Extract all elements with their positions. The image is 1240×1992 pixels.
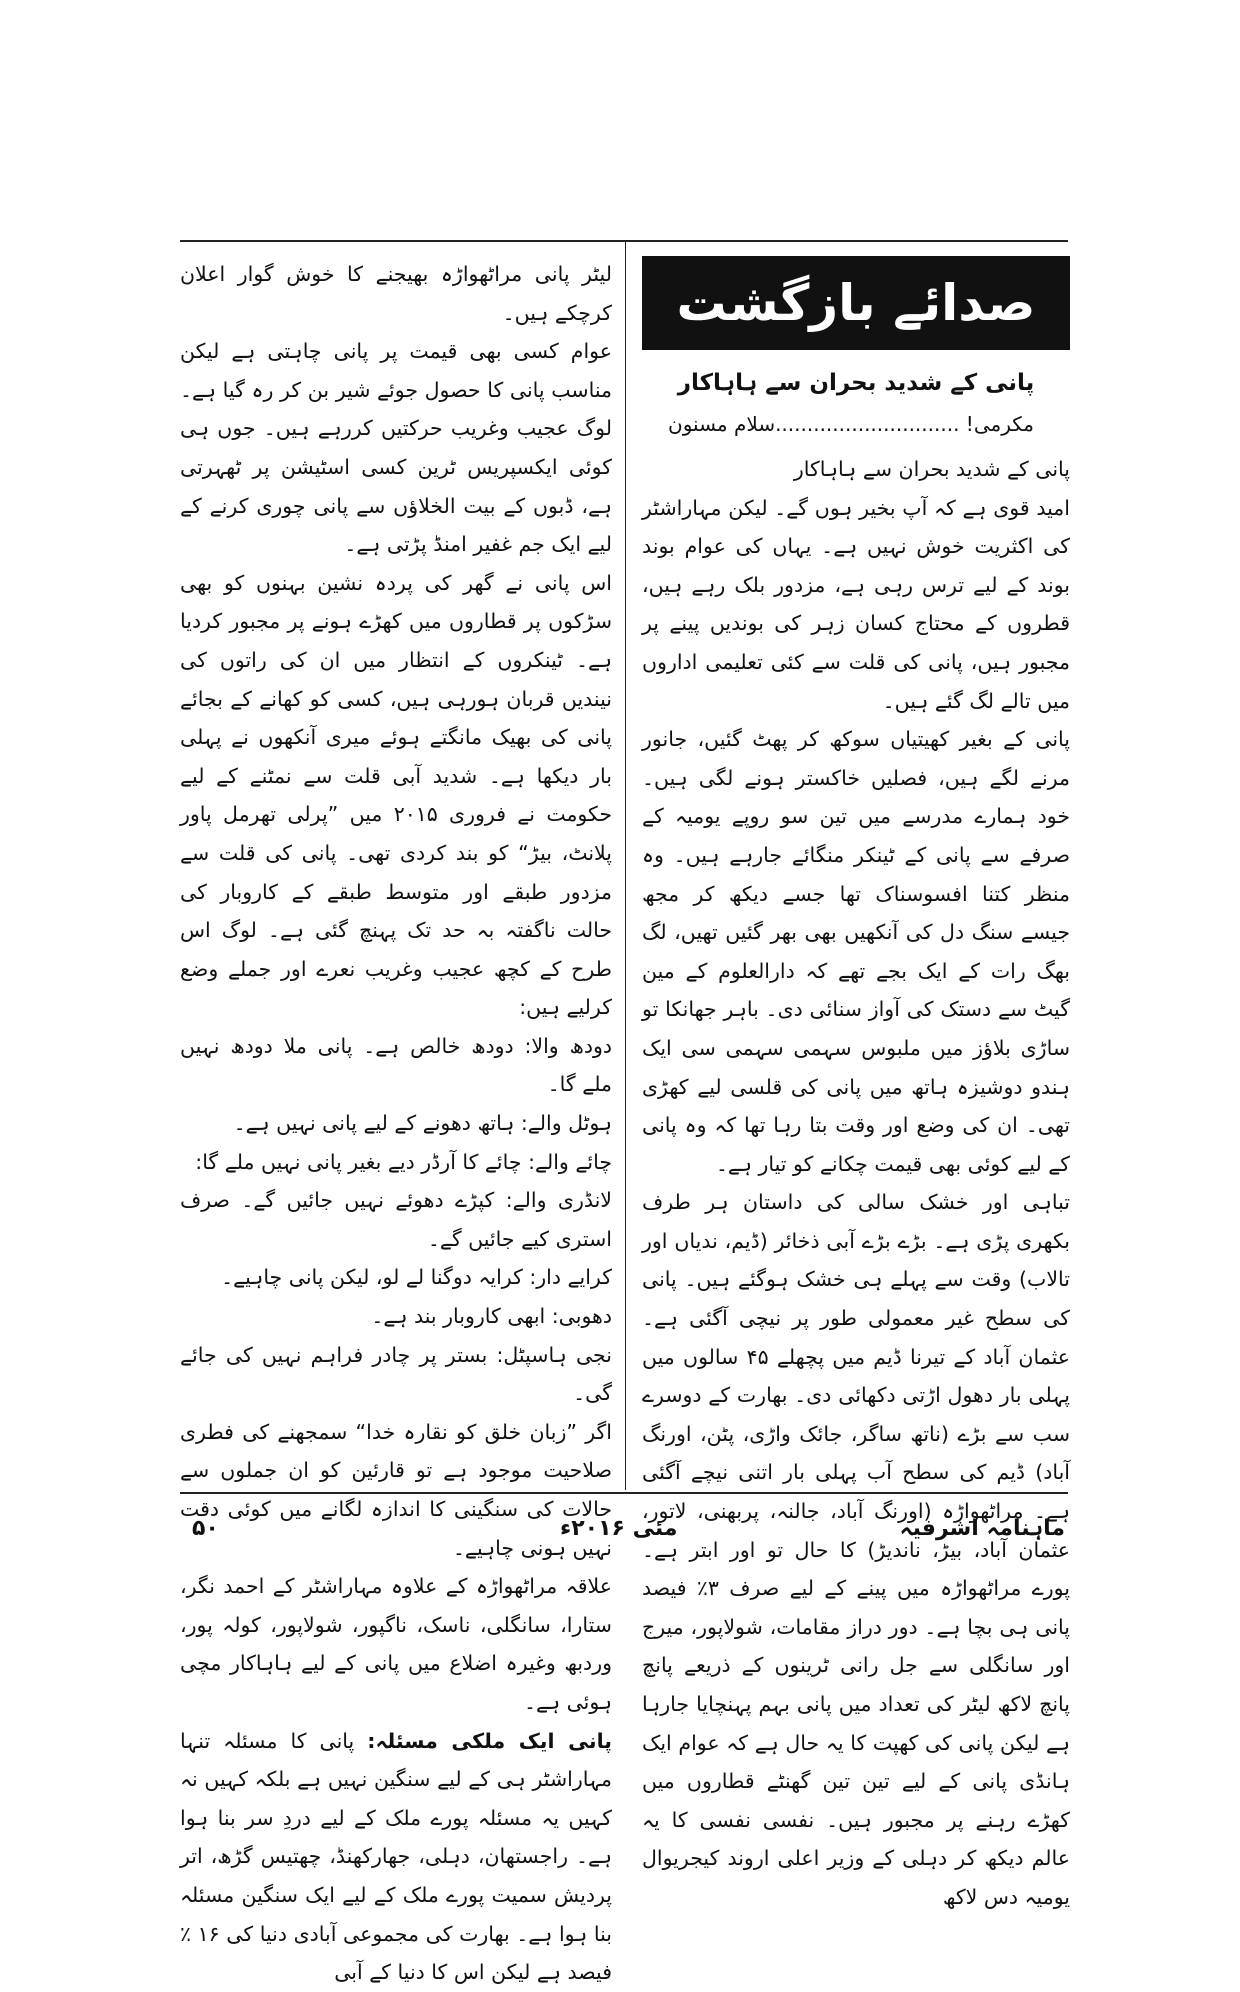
left-paragraph: اگر ”زبان خلق کو نقارہ خدا“ سمجھنے کی فطری صلاحیت موجود ہے تو قارئین کو ان جملوں سے حالات کی سنگینی کا اندازہ لگانے میں کوئی دقت نہیں ہونی چاہیے۔	[180, 1419, 612, 1560]
left-paragraph	[180, 1722, 612, 1992]
slogan-line: کرایے دار: کرایہ دوگنا لے لو، لیکن پانی چاہیے۔	[221, 1265, 612, 1290]
magazine-name: ماہنامہ اشرفیہ	[899, 1516, 1065, 1541]
right-paragraph: امید قوی ہے کہ آپ بخیر ہوں گے۔ لیکن مہاراشٹر کی اکثریت خوش نہیں ہے۔ یہاں کی عوام بوند بوند کے لیے ترس رہی ہے، مزدور بلک رہے ہیں، قطروں کے محتاج کسان زہر کی بوندیں پینے پر مجبور ہیں، پانی کی قلت سے کئی تعلیمی اداروں میں تالے لگ گئے ہیں۔	[642, 495, 1070, 713]
issue-date: مئی ۲۰۱۶ء	[560, 1516, 678, 1541]
column-divider	[625, 242, 626, 1490]
slogan-line: لانڈری والے: کپڑے دھوئے نہیں جائیں گے۔ صرف استری کیے جائیں گے۔	[180, 1188, 612, 1251]
right-paragraph: پانی کے بغیر کھیتیاں سوکھ کر پھٹ گئیں، جانور مرنے لگے ہیں، فصلیں خاکستر ہونے لگی ہیں۔ خود ہمارے مدرسے میں تین سو روپے یومیہ کے صرفے سے پانی کے ٹینکر منگائے جارہے ہیں۔ وہ منظر کتنا افسوسناک تھا جسے دیکھ کر مجھ جیسے سنگ دل کی آنکھیں بھی بھر گئیں تھیں، لگ بھگ رات کے ایک بجے تھے کہ دارالعلوم کے مین گیٹ سے دستک کی آواز سنائی دی۔ باہر جھانکا تو ساڑی بلاؤز میں ملبوس سہمی سہمی سی ایک ہندو دوشیزہ ہاتھ میں پانی کی قلسی لیے کھڑی تھی۔ ان کی وضع اور وقت بتا رہا تھا کہ وہ پانی کے لیے کوئی بھی قیمت چکانے کو تیار ہے۔	[642, 727, 1070, 1176]
left-paragraph: لیٹر پانی مراٹھواڑہ بھیجنے کا خوش گوار اعلان کرچکے ہیں۔	[180, 262, 612, 325]
left-paragraph: اس پانی نے گھر کی پردہ نشین بہنوں کو بھی سڑکوں پر قطاروں میں کھڑے ہونے پر مجبور کردیا ہے۔ ٹینکروں کے انتظار میں ان کی راتوں کی نیندیں قربان ہورہی ہیں، کسی کو کھانے کے بجائے پانی کی بھیک مانگتے ہوئے میری آنکھوں نے پہلی بار دیکھا ہے۔ شدید آبی قلت سے نمٹنے کے لیے حکومت نے فروری ۲۰۱۵ میں ”پرلی تھرمل پاور پلانٹ، بیڑ“ کو بند کردی تھی۔ پانی کی قلت سے مزدور طبقے اور متوسط طبقے کے کاروبار کی حالت ناگفتہ بہ حد تک پہنچ گئی ہے۔ لوگ اس طرح کے کچھ عجیب وغریب نعرے اور جملے وضع کرلیے ہیں:	[180, 570, 613, 1020]
section-banner: صدائے بازگشت	[642, 256, 1070, 350]
greeting-left: مکرمی!	[965, 412, 1034, 436]
subheading: پانی ایک ملکی مسئلہ:	[367, 1728, 612, 1753]
right-paragraph: پانی کے شدید بحران سے ہاہاکار	[793, 457, 1070, 481]
final-paragraph: پانی کا مسئلہ تنہا مہاراشٹر ہی کے لیے سنگین نہیں ہے بلکہ کہیں نہ کہیں یہ مسئلہ پورے ملک کے لیے دردِ سر بنا ہوا ہے۔ راجستھان، دہلی، جھارکھنڈ، چھتیس گڑھ، اتر پردیش سمیت پورے ملک کے لیے ایک سنگین مسئلہ بنا ہوا ہے۔ بھارت کی مجموعی آبادی دنیا کی ۱۶ ٪ فیصد ہے لیکن اس کا دنیا کے آبی	[180, 1728, 612, 1985]
greeting-line	[642, 412, 1034, 436]
slogan-line: ہوٹل والے: ہاتھ دھونے کے لیے پانی نہیں ہے۔	[233, 1111, 612, 1136]
greeting-right: .............................سلام مسنون	[668, 412, 960, 436]
slogan-line: نجی ہاسپٹل: بستر پر چادر فراہم نہیں کی جائے گی۔	[180, 1342, 612, 1406]
left-paragraph: علاقہ مراٹھواڑہ کے علاوہ مہاراشٹر کے احمد نگر، ستارا، سانگلی، ناسک، ناگپور، شولاپور، کولہ پور، وردبھ وغیرہ اضلاع میں پانی کے لیے ہاہاکار مچی ہوئی ہے۔	[180, 1574, 612, 1714]
top-rule	[180, 240, 1068, 242]
slogan-line: دھوبی: ابھی کاروبار بند ہے۔	[371, 1304, 612, 1329]
left-paragraph: عوام کسی بھی قیمت پر پانی چاہتی ہے لیکن مناسب پانی کا حصول جوئے شیر بن کر رہ گیا ہے۔ لوگ عجیب وغریب حرکتیں کررہے ہیں۔ جوں ہی کوئی ایکسپریس ٹرین کسی اسٹیشن پر ٹھہرتی ہے، ڈبوں کے بیت الخلاؤں سے پانی چوری کرنے کے لیے ایک جم غفیر امنڈ پڑتی ہے۔	[180, 339, 612, 557]
slogan-line: چائے والے: چائے کا آرڈر دیے بغیر پانی نہیں ملے گا:	[195, 1149, 612, 1174]
page-number: ۵۰	[192, 1516, 219, 1541]
right-paragraph: تباہی اور خشک سالی کی داستان ہر طرف بکھری پڑی ہے۔ بڑے بڑے آبی ذخائر (ڈیم، ندیاں اور تالاب) وقت سے پہلے ہی خشک ہوگئے ہیں۔ پانی کی سطح غیر معمولی طور پر نیچی آگئی ہے۔ عثمان آباد کے تیرنا ڈیم میں پچھلے ۴۵ سالوں میں پہلی بار دھول اڑتی دکھائی دی۔ بھارت کے دوسرے سب سے بڑے (ناتھ ساگر، جائک واڑی، پٹن، اورنگ آباد) ڈیم کی سطح آب پہلی بار اتنی نیچے آگئی ہے۔ مراٹھواڑہ (اورنگ آباد، جالنہ، پربھنی، لاتور، عثمان آباد، بیڑ، ناندیڑ) کا حال تو اور ابتر ہے۔ پورے مراٹھواڑہ میں پینے کے لیے صرف ۳٪ فیصد پانی ہی بچا ہے۔ دور دراز مقامات، شولاپور، میرج اور سانگلی سے جل رانی ٹرینوں کے ذریعے پانچ پانچ لاکھ لیٹر کی تعداد میں پانی بہم پہنچایا جارہا ہے لیکن پانی کی کھپت کا یہ حال ہے کہ عوام ایک ہانڈی پانی کے لیے تین تین گھنٹے قطاروں میں کھڑے رہنے پر مجبور ہیں۔ نفسی نفسی کا یہ عالم دیکھ کر دہلی کے وزیر اعلی اروند کیجریوال یومیہ دس لاکھ	[642, 1190, 1070, 1909]
article-headline: پانی کے شدید بحران سے ہاہاکار	[677, 370, 1035, 396]
slogan-line: دودھ والا: دودھ خالص ہے۔ پانی ملا دودھ نہیں ملے گا۔	[180, 1033, 612, 1097]
